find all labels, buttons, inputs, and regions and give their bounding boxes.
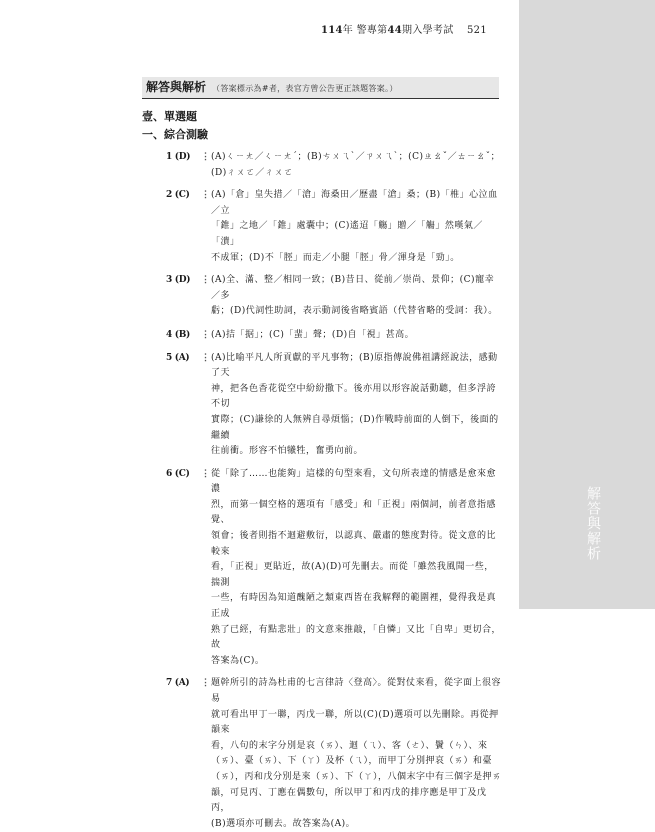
answer-item [166,467,502,670]
answer-item [166,328,502,344]
answer-list [166,150,502,832]
answer-text: (A)拮「据」；(C)「蜚」聲；(D)自「視」甚高。 [211,329,415,340]
answer-number: 2 (C) [166,190,190,201]
dot-separator: ⋮ [201,468,210,479]
answer-number: 7 (A) [166,678,190,689]
answer-number: 3 (D) [166,275,191,286]
subsection-heading: 一、綜合測驗 [142,128,208,141]
answer-banner [142,77,499,99]
page-number: 521 [467,25,487,36]
header-year-suffix: 年 [342,25,354,36]
dot-separator: ⋮ [201,352,210,363]
answer-number: 1 (D) [166,152,191,162]
dot-separator: ⋮ [201,329,210,340]
answer-text: (A)比喻平凡人所貢獻的平凡事物；(B)原指傳說佛祖講經說法，感動了天 神，把各色香花從空中紛紛撒下。後亦用以形容說話動聽，但多浮誇不切 實際；(C)謙徐的人無辨自尋煩惱；(D)作戰時前面的人倒下，後面的繼續 往前衝。形容不怕犧牲，奮勇向前。 [211,352,499,457]
answer-text: (A)全、滿、整／相同一致；(B)昔日、從前／崇尚、景仰；(C)寵幸／多 虧；(D)代詞性助詞，表示動詞後省略賓語（代替省略的受詞：我）。 [211,275,498,317]
answer-number: 5 (A) [166,352,190,363]
answer-item [166,273,502,320]
answer-text: (A)「倉」皇失措／「滄」海桑田／歷盡「滄」桑；(B)「椎」心泣血／立 「錐」之地／「錐」處囊中；(C)遙迢「觴」贈／「觴」然嘆氣／「潰」 不成軍；(D)不「脛」而走／小腿「脛」骨／渾身是「勁」。 [211,190,498,263]
header-exam-suffix: 期入學考試 [402,25,454,36]
header-exam-number: 44 [387,25,403,36]
answer-text: (A)ㄑㄧㄤ／ㄑㄧㄤˊ；(B)ㄘㄨㄟˋ／ㄗㄨㄟˋ；(C)ㄓㄠˇ／ㄊㄧㄠˇ； (D)ㄔㄨㄛ／ㄔㄨㄛ [211,152,501,178]
dot-separator: ⋮ [201,152,210,162]
banner-note: （答案標示為#者，表官方曾公告更正該題答案。） [212,84,398,93]
answer-item [166,676,502,832]
section-heading: 壹、單選題 [142,110,197,123]
header-exam: 警專第 [356,25,388,36]
answer-item [166,188,502,266]
answer-item [166,150,502,181]
answer-number: 6 (C) [166,468,190,479]
dot-separator: ⋮ [201,275,210,286]
page-header [321,21,487,36]
side-tab-label: 解答與解析 [585,486,601,561]
answer-number: 4 (B) [166,329,191,340]
answer-item [166,351,502,460]
dot-separator: ⋮ [201,190,210,201]
answer-text: 題幹所引的詩為杜甫的七言律詩〈登高〉。從對仗來看，從字面上很容易 就可看出甲丁一聯，丙戊一聯，所以(C)(D)選項可以先刪除。再從押韻來 看，八句的末字分別是哀（ㄞ）、迴（ㄟ）、客（ㄜ）、鬢（ㄣ）、來 （ㄞ）、臺（ㄞ）、下（ㄚ）及杯（ㄟ），而甲丁分別押哀（ㄞ）和臺 （ㄞ），丙和戊分別是來（ㄞ）、下（ㄚ），八個末字中有三個字是押ㄞ 韻，可見丙、丁應在偶數句，所以甲丁和丙戊的排序應是甲丁及戊丙， (B)選項亦可刪去。故答案為(A)。 [211,678,502,829]
header-year: 114 [321,25,343,36]
answer-text: 從「除了……也能夠」這樣的句型來看，文句所表達的情感是愈來愈濃 烈，而第一個空格的選項有「感受」和「正視」兩個詞，前者意指感覺、 領會；後者則指不迴避敷衍，以認真、嚴肅的態度對待。從文意的比較來 看，「正視」更貼近，故(A)(D)可先刪去。而從「雖然我風聞一些，揣測 一些，有時因為知道醜陋之類東西皆在我解釋的範圍裡，覺得我是真正成 熟了已經，有點悲壯」的文意來推敲，「自憐」又比「自卑」更切合，故 答案為(C)。 [211,468,502,666]
banner-title: 解答與解析 [146,80,207,94]
dot-separator: ⋮ [201,678,210,689]
